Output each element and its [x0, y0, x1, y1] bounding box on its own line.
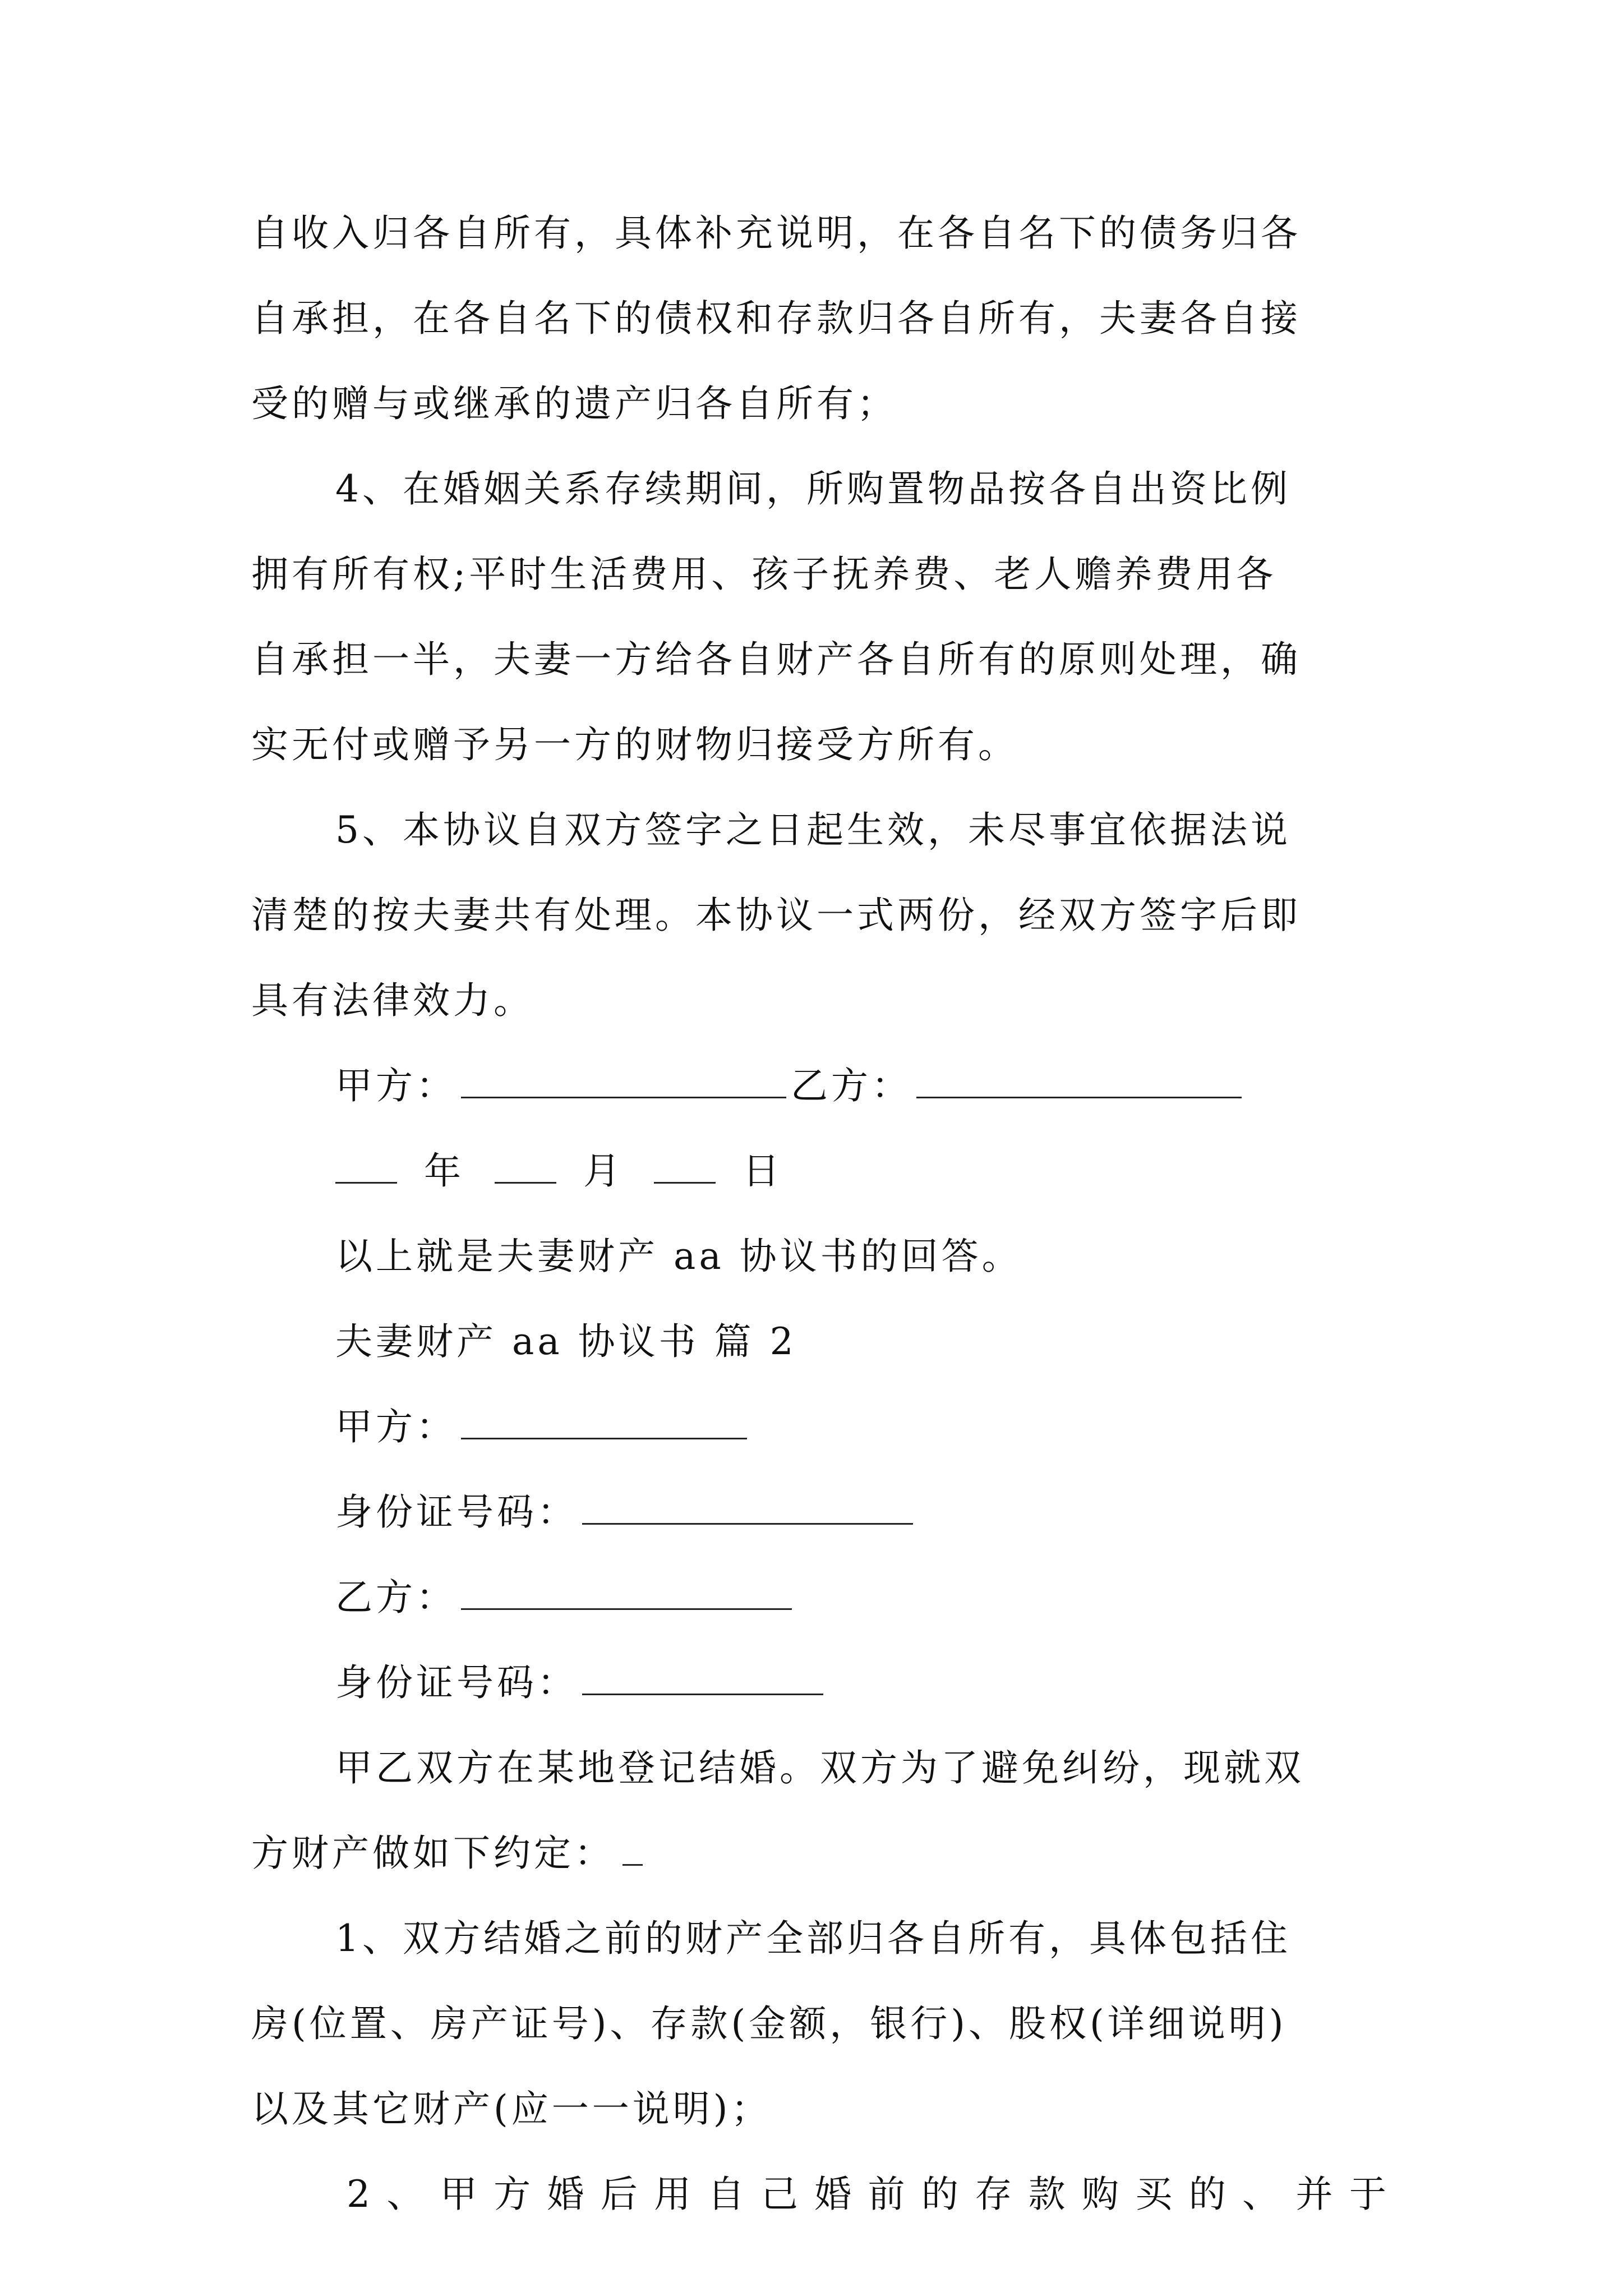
party-b-id-blank[interactable]: [582, 1661, 823, 1695]
paragraph-line: [251, 1811, 1390, 1896]
party-b-row: [251, 1555, 1390, 1640]
justified-char: 的: [1188, 2173, 1229, 2216]
justified-char: 前: [868, 2173, 909, 2216]
justified-paragraph-line: [251, 2152, 1390, 2237]
justified-char: 并: [1295, 2173, 1336, 2216]
date-line: [251, 1129, 1390, 1214]
year-label: 年: [424, 1149, 464, 1193]
justified-char: 后: [600, 2173, 641, 2216]
paragraph-line: 房(位置、房产证号)、存款(金额，银行)、股权(详细说明): [251, 2002, 1287, 2045]
id-label: 身份证号码：: [335, 1661, 578, 1704]
party-a-label: 甲方：: [335, 1405, 457, 1448]
justified-char: 款: [1028, 2173, 1069, 2216]
paragraph-line: 受的赠与或继承的遗产归各自所有；: [251, 382, 897, 425]
paragraph-line: 拥有所有权;平时生活费用、孩子抚养费、老人赡养费用各: [251, 553, 1277, 596]
signature-line: [251, 1043, 1390, 1129]
paragraph-line: 实无付或赠予另一方的财物归接受方所有。: [251, 723, 1018, 766]
paragraph-line: 具有法律效力。: [251, 979, 534, 1022]
party-b-label: 乙方：: [335, 1576, 457, 1619]
section-title: 夫妻财产 aa 协议书 篇 2: [335, 1320, 797, 1363]
justified-char: 买: [1135, 2173, 1176, 2216]
justified-char: 婚: [547, 2173, 588, 2216]
justified-char: 存: [975, 2173, 1016, 2216]
justified-char: 2: [347, 2173, 374, 2216]
party-a-row: [251, 1384, 1390, 1470]
paragraph-line: 以及其它财产(应一一说明)；: [251, 2087, 772, 2131]
party-a-signature-blank[interactable]: [461, 1064, 786, 1098]
closing-text: 以上就是夫妻财产 aa 协议书的回答。: [335, 1235, 1022, 1278]
party-b-name-blank[interactable]: [461, 1576, 792, 1610]
day-label: 日: [743, 1149, 783, 1193]
paragraph-text: 方财产做如下约定：: [251, 1832, 615, 1875]
party-b-id-row: [251, 1640, 1390, 1726]
paragraph-line: 4、在婚姻关系存续期间，所购置物品按各自出资比例: [335, 467, 1291, 510]
justified-char: 甲: [440, 2173, 481, 2216]
party-b-label: 乙方：: [791, 1064, 912, 1107]
party-a-label: 甲方：: [335, 1064, 457, 1107]
year-blank[interactable]: [335, 1149, 397, 1184]
month-blank[interactable]: [495, 1149, 556, 1184]
justified-char: 购: [1082, 2173, 1123, 2216]
justified-char: 婚: [814, 2173, 855, 2216]
justified-char: 用: [654, 2173, 695, 2216]
paragraph-line: 5、本协议自双方签字之日起生效，未尽事宜依据法说: [335, 808, 1291, 852]
party-a-id-blank[interactable]: [582, 1490, 913, 1525]
month-label: 月: [583, 1149, 624, 1193]
justified-char: 的: [921, 2173, 962, 2216]
party-a-name-blank[interactable]: [461, 1405, 747, 1439]
paragraph-line: 甲乙双方在某地登记结婚。双方为了避免纠纷，现就双: [335, 1746, 1304, 1789]
party-a-id-row: [251, 1470, 1390, 1555]
justified-char: 自: [707, 2173, 748, 2216]
justified-char: 己: [760, 2173, 801, 2216]
paragraph-line: 自收入归各自所有，具体补充说明，在各自名下的债务归各: [251, 211, 1301, 255]
id-label: 身份证号码：: [335, 1490, 578, 1534]
party-b-signature-blank[interactable]: [916, 1064, 1242, 1098]
justified-char: 方: [494, 2173, 534, 2216]
justified-char: 于: [1349, 2173, 1390, 2216]
paragraph-line: 1、双方结婚之前的财产全部归各自所有，具体包括住: [335, 1917, 1291, 1960]
day-blank[interactable]: [654, 1149, 716, 1184]
justified-char: 、: [1242, 2173, 1283, 2216]
justified-char: 、: [386, 2173, 427, 2216]
paragraph-line: 自承担，在各自名下的债权和存款归各自所有，夫妻各自接: [251, 297, 1301, 340]
paragraph-line: 清楚的按夫妻共有处理。本协议一式两份，经双方签字后即: [251, 894, 1301, 937]
paragraph-line: 自承担一半，夫妻一方给各自财产各自所有的原则处理，确: [251, 638, 1301, 681]
document-page: [251, 191, 1390, 2237]
trailing-blank[interactable]: [623, 1832, 643, 1866]
